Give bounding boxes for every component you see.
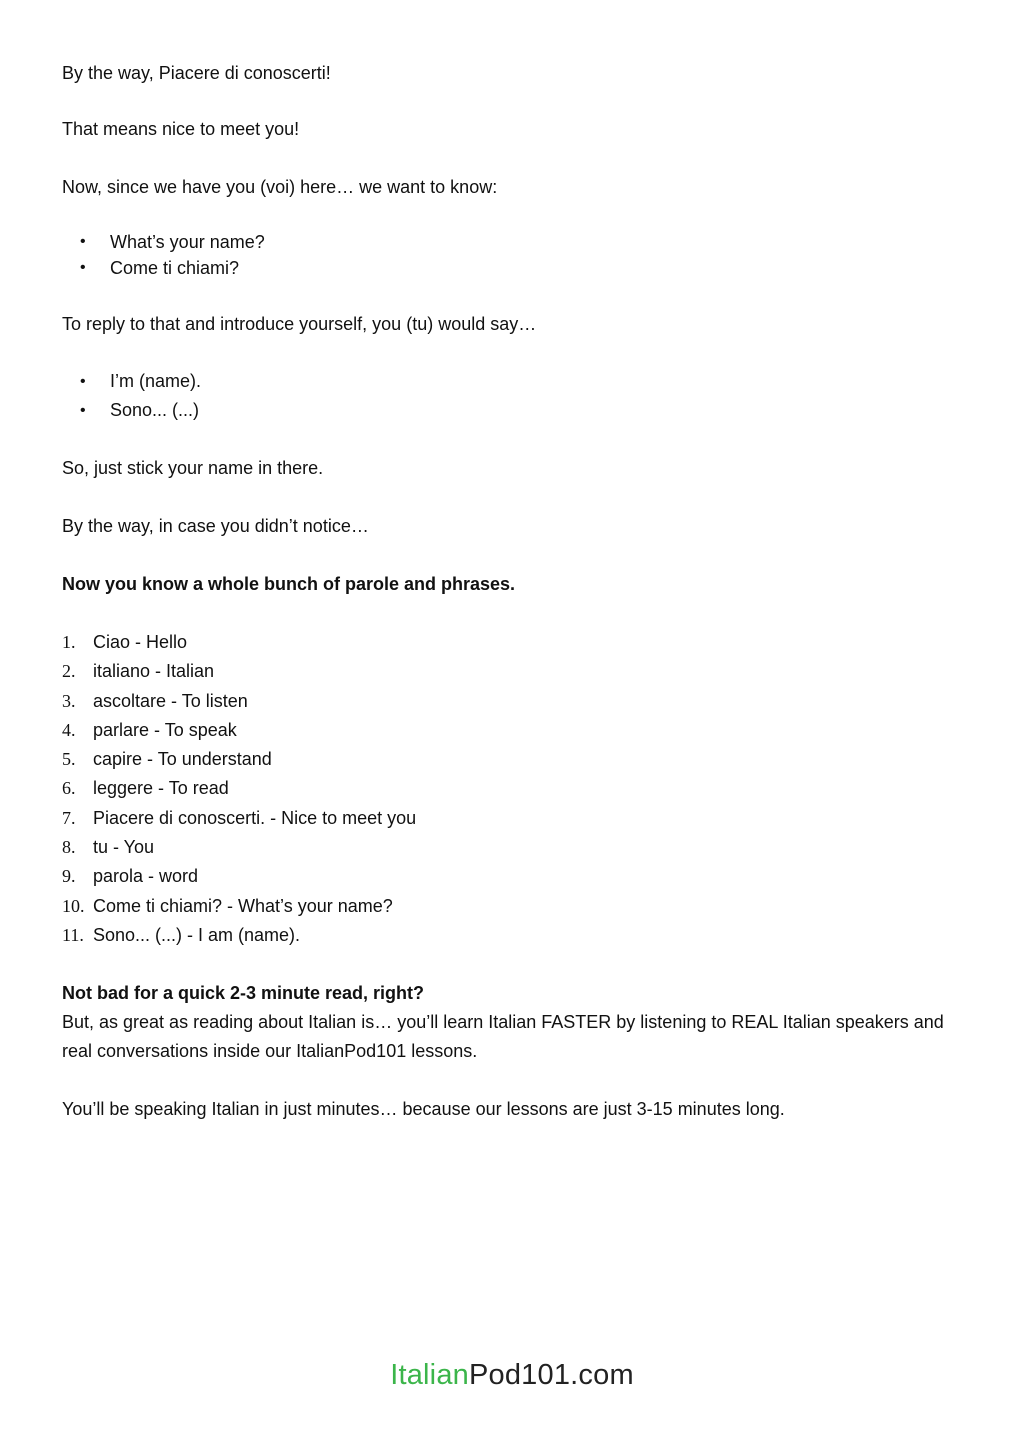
- list-item: [62, 862, 962, 891]
- list-number: 9.: [62, 866, 76, 887]
- brand-italian: Italian: [390, 1359, 469, 1391]
- list-number: 11.: [62, 924, 84, 945]
- notice-line: By the way, in case you didn’t notice…: [62, 516, 369, 536]
- intro-line-3: Now, since we have you (voi) here… we want to know:: [62, 177, 498, 197]
- list-item: [62, 745, 962, 774]
- stick-name-line: So, just stick your name in there.: [62, 458, 324, 478]
- brand-pod101: Pod101.com: [468, 1359, 634, 1391]
- list-item: [62, 774, 962, 803]
- closing-paragraph: But, as great as reading about Italian is… you’ll learn Italian FASTER by listening to REAL Italian speakers and real conversations inside our ItalianPod101 lessons.: [62, 1012, 944, 1062]
- vocab-entry: capire - To understand: [93, 749, 272, 770]
- document-body: [62, 59, 962, 1153]
- list-item: • I’m (name).: [62, 367, 962, 396]
- vocab-entry: Come ti chiami? - What’s your name?: [93, 895, 393, 916]
- intro-line-2: That means nice to meet you!: [62, 119, 300, 139]
- list-item: • Come ti chiami?: [62, 255, 962, 281]
- list-item: [62, 892, 962, 921]
- list-number: 6.: [62, 778, 76, 799]
- ask-name-list: [62, 229, 962, 281]
- list-number: 1.: [62, 632, 76, 652]
- list-number: 2.: [62, 661, 76, 682]
- list-number: 10.: [62, 895, 85, 916]
- list-number: 3.: [62, 690, 76, 711]
- list-item: [62, 657, 962, 686]
- vocab-entry: parlare - To speak: [93, 719, 237, 740]
- list-item: [62, 628, 962, 657]
- list-number: 5.: [62, 749, 76, 770]
- vocab-entry: italiano - Italian: [93, 661, 215, 682]
- list-item: [62, 921, 962, 950]
- list-item: • Sono... (...): [62, 396, 962, 425]
- reply-list: [62, 367, 962, 425]
- closing-heading: Not bad for a quick 2-3 minute read, right?: [62, 983, 425, 1004]
- closing-final: You’ll be speaking Italian in just minutes… because our lessons are just 3-15 minutes long.: [62, 1099, 785, 1120]
- footer-logo: [0, 1357, 1024, 1393]
- vocab-entry: Ciao - Hello: [93, 632, 188, 652]
- vocab-entry: parola - word: [93, 866, 199, 887]
- list-item: [62, 804, 962, 833]
- list-number: 8.: [62, 837, 76, 858]
- list-item: [62, 716, 962, 745]
- vocab-heading: Now you know a whole bunch of parole and phrases.: [62, 574, 516, 594]
- list-item: • What’s your name?: [62, 229, 962, 255]
- reply-intro: To reply to that and introduce yourself, you (tu) would say…: [62, 314, 537, 334]
- vocab-list: [62, 628, 962, 950]
- vocab-entry: ascoltare - To listen: [93, 690, 248, 711]
- vocab-entry: tu - You: [93, 837, 155, 858]
- vocab-entry: Piacere di conoscerti. - Nice to meet you: [93, 807, 417, 828]
- list-item: [62, 833, 962, 862]
- vocab-entry: Sono... (...) - I am (name).: [93, 924, 301, 945]
- vocab-entry: leggere - To read: [93, 778, 229, 799]
- list-number: 7.: [62, 807, 76, 828]
- intro-line-1: By the way, Piacere di conoscerti!: [62, 63, 331, 83]
- list-number: 4.: [62, 719, 76, 740]
- list-item: [62, 687, 962, 716]
